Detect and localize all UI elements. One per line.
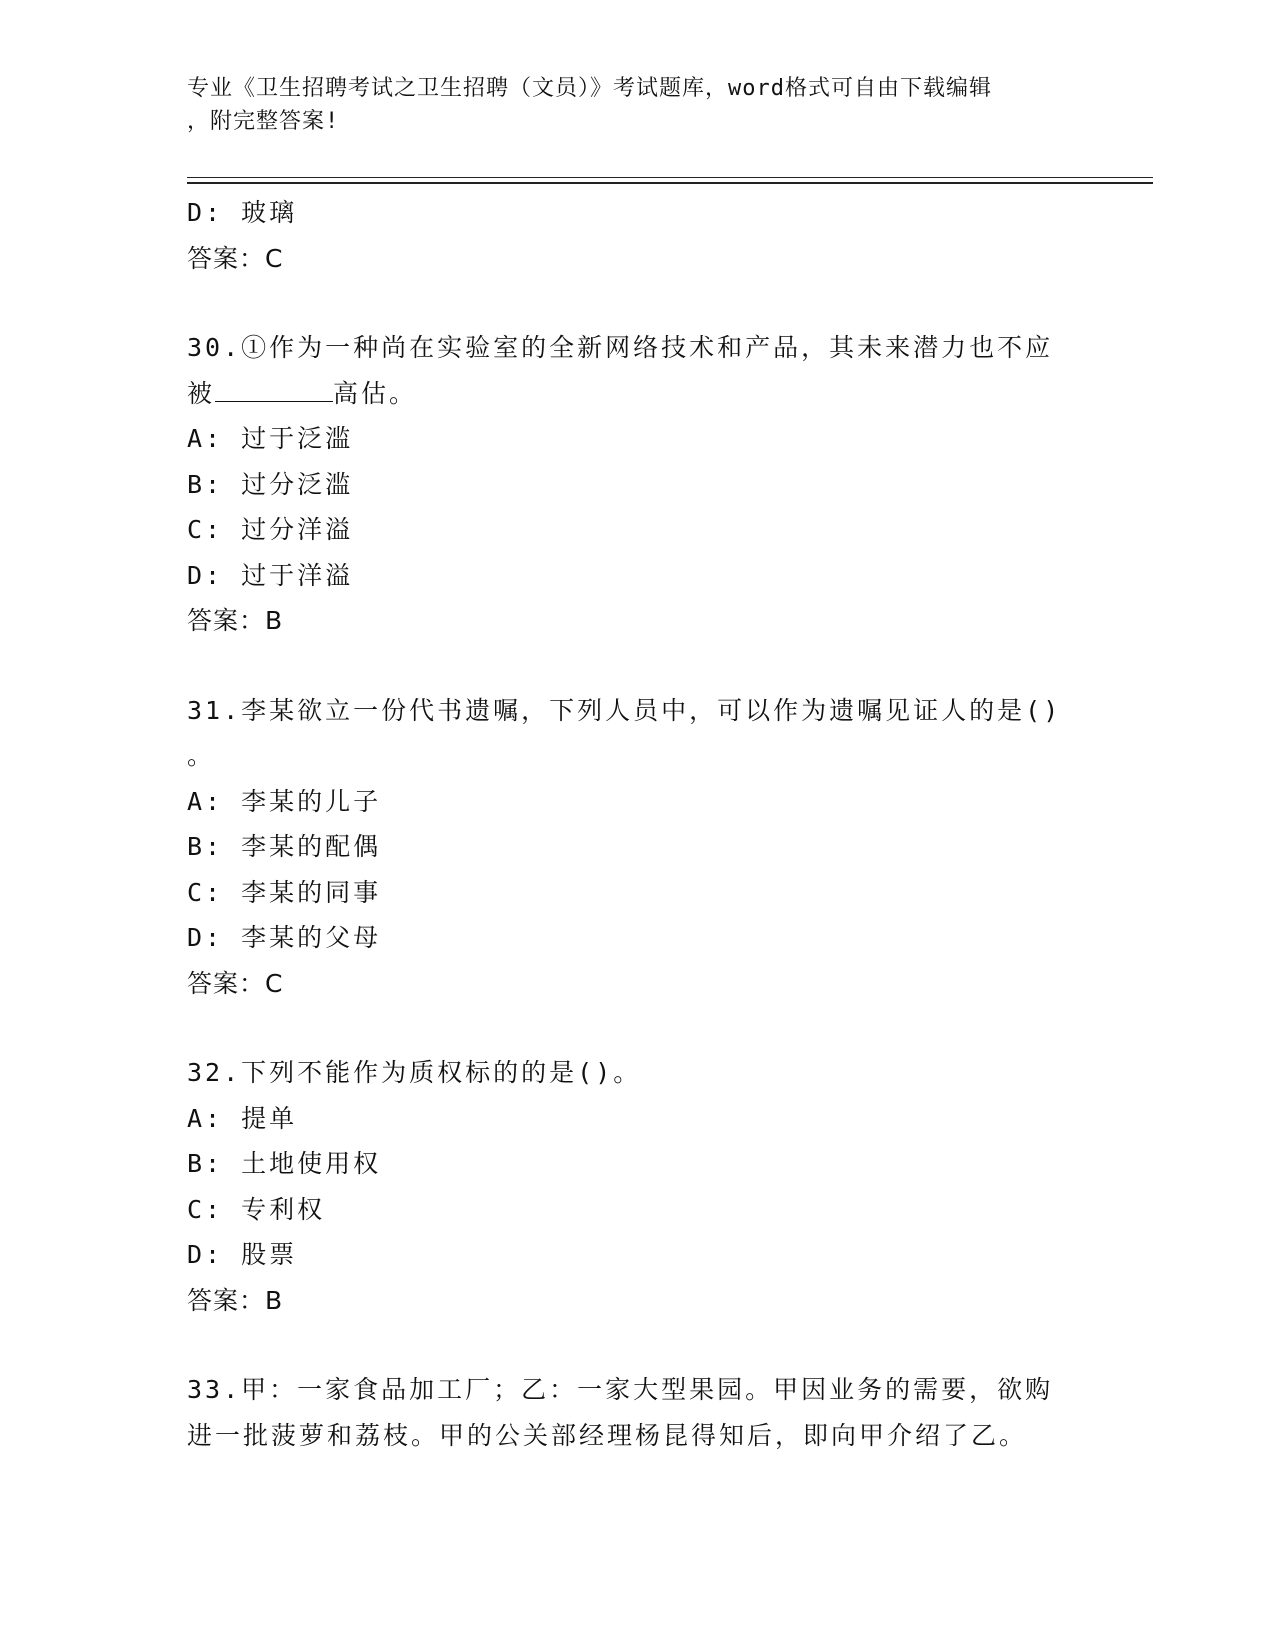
- question-31: [187, 688, 1087, 1007]
- question-33: [187, 1367, 1087, 1458]
- document-header: [187, 72, 1087, 138]
- spacer: [187, 1006, 1087, 1050]
- question-30-stem-pre: 被: [187, 378, 216, 408]
- question-31-answer: 答案：C: [187, 968, 284, 998]
- question-33-stem-line-1: 33.甲：一家食品加工厂；乙：一家大型果园。甲因业务的需要，欲购: [187, 1375, 1054, 1404]
- question-31-option-d: D: 李某的父母: [187, 923, 382, 952]
- header-line-1: 专业《卫生招聘考试之卫生招聘（文员）》考试题库，word格式可自由下载编辑: [187, 76, 992, 101]
- question-30-answer: 答案：B: [187, 606, 284, 635]
- question-30-stem-post: 高估。: [333, 378, 418, 408]
- question-32-option-b: B: 土地使用权: [187, 1149, 382, 1178]
- question-30-stem-line-2: [187, 371, 1087, 417]
- question-33-stem-line-2: 进一批菠萝和荔枝。甲的公关部经理杨昆得知后，即向甲介绍了乙。: [187, 1420, 1028, 1450]
- header-line-2: ，附完整答案!: [187, 109, 340, 134]
- question-content: [187, 190, 1087, 1458]
- question-32: [187, 1050, 1087, 1323]
- question-30-stem-line-1: 30.①作为一种尚在实验室的全新网络技术和产品，其未来潜力也不应: [187, 333, 1054, 362]
- question-32-option-c: C: 专利权: [187, 1194, 326, 1224]
- question-32-option-a: A: 提单: [187, 1103, 298, 1133]
- question-32-option-d: D: 股票: [187, 1240, 298, 1269]
- question-29-option-d: D: 玻璃: [187, 198, 298, 227]
- question-30-option-c: C: 过分洋溢: [187, 515, 354, 544]
- question-30: [187, 325, 1087, 644]
- question-31-stem-line-1: 31.李某欲立一份代书遗嘱，下列人员中，可以作为遗嘱见证人的是(): [187, 695, 1062, 725]
- question-30-option-d: D: 过于洋溢: [187, 560, 354, 590]
- question-29-answer: 答案：C: [187, 243, 284, 273]
- question-31-option-b: B: 李某的配偶: [187, 832, 382, 861]
- fill-in-blank: [215, 381, 333, 402]
- question-32-answer: 答案：B: [187, 1285, 284, 1315]
- question-30-option-a: A: 过于泛滥: [187, 424, 354, 453]
- question-30-option-b: B: 过分泛滥: [187, 469, 354, 499]
- question-32-stem-line-1: 32.下列不能作为质权标的的是()。: [187, 1058, 642, 1087]
- spacer: [187, 1323, 1087, 1367]
- header-divider-thin: [187, 177, 1153, 178]
- header-divider-thick: [187, 182, 1153, 184]
- question-31-option-a: A: 李某的儿子: [187, 786, 382, 816]
- spacer: [187, 281, 1087, 325]
- question-31-stem-line-2: 。: [187, 741, 216, 770]
- spacer: [187, 644, 1087, 688]
- question-31-option-c: C: 李某的同事: [187, 877, 382, 907]
